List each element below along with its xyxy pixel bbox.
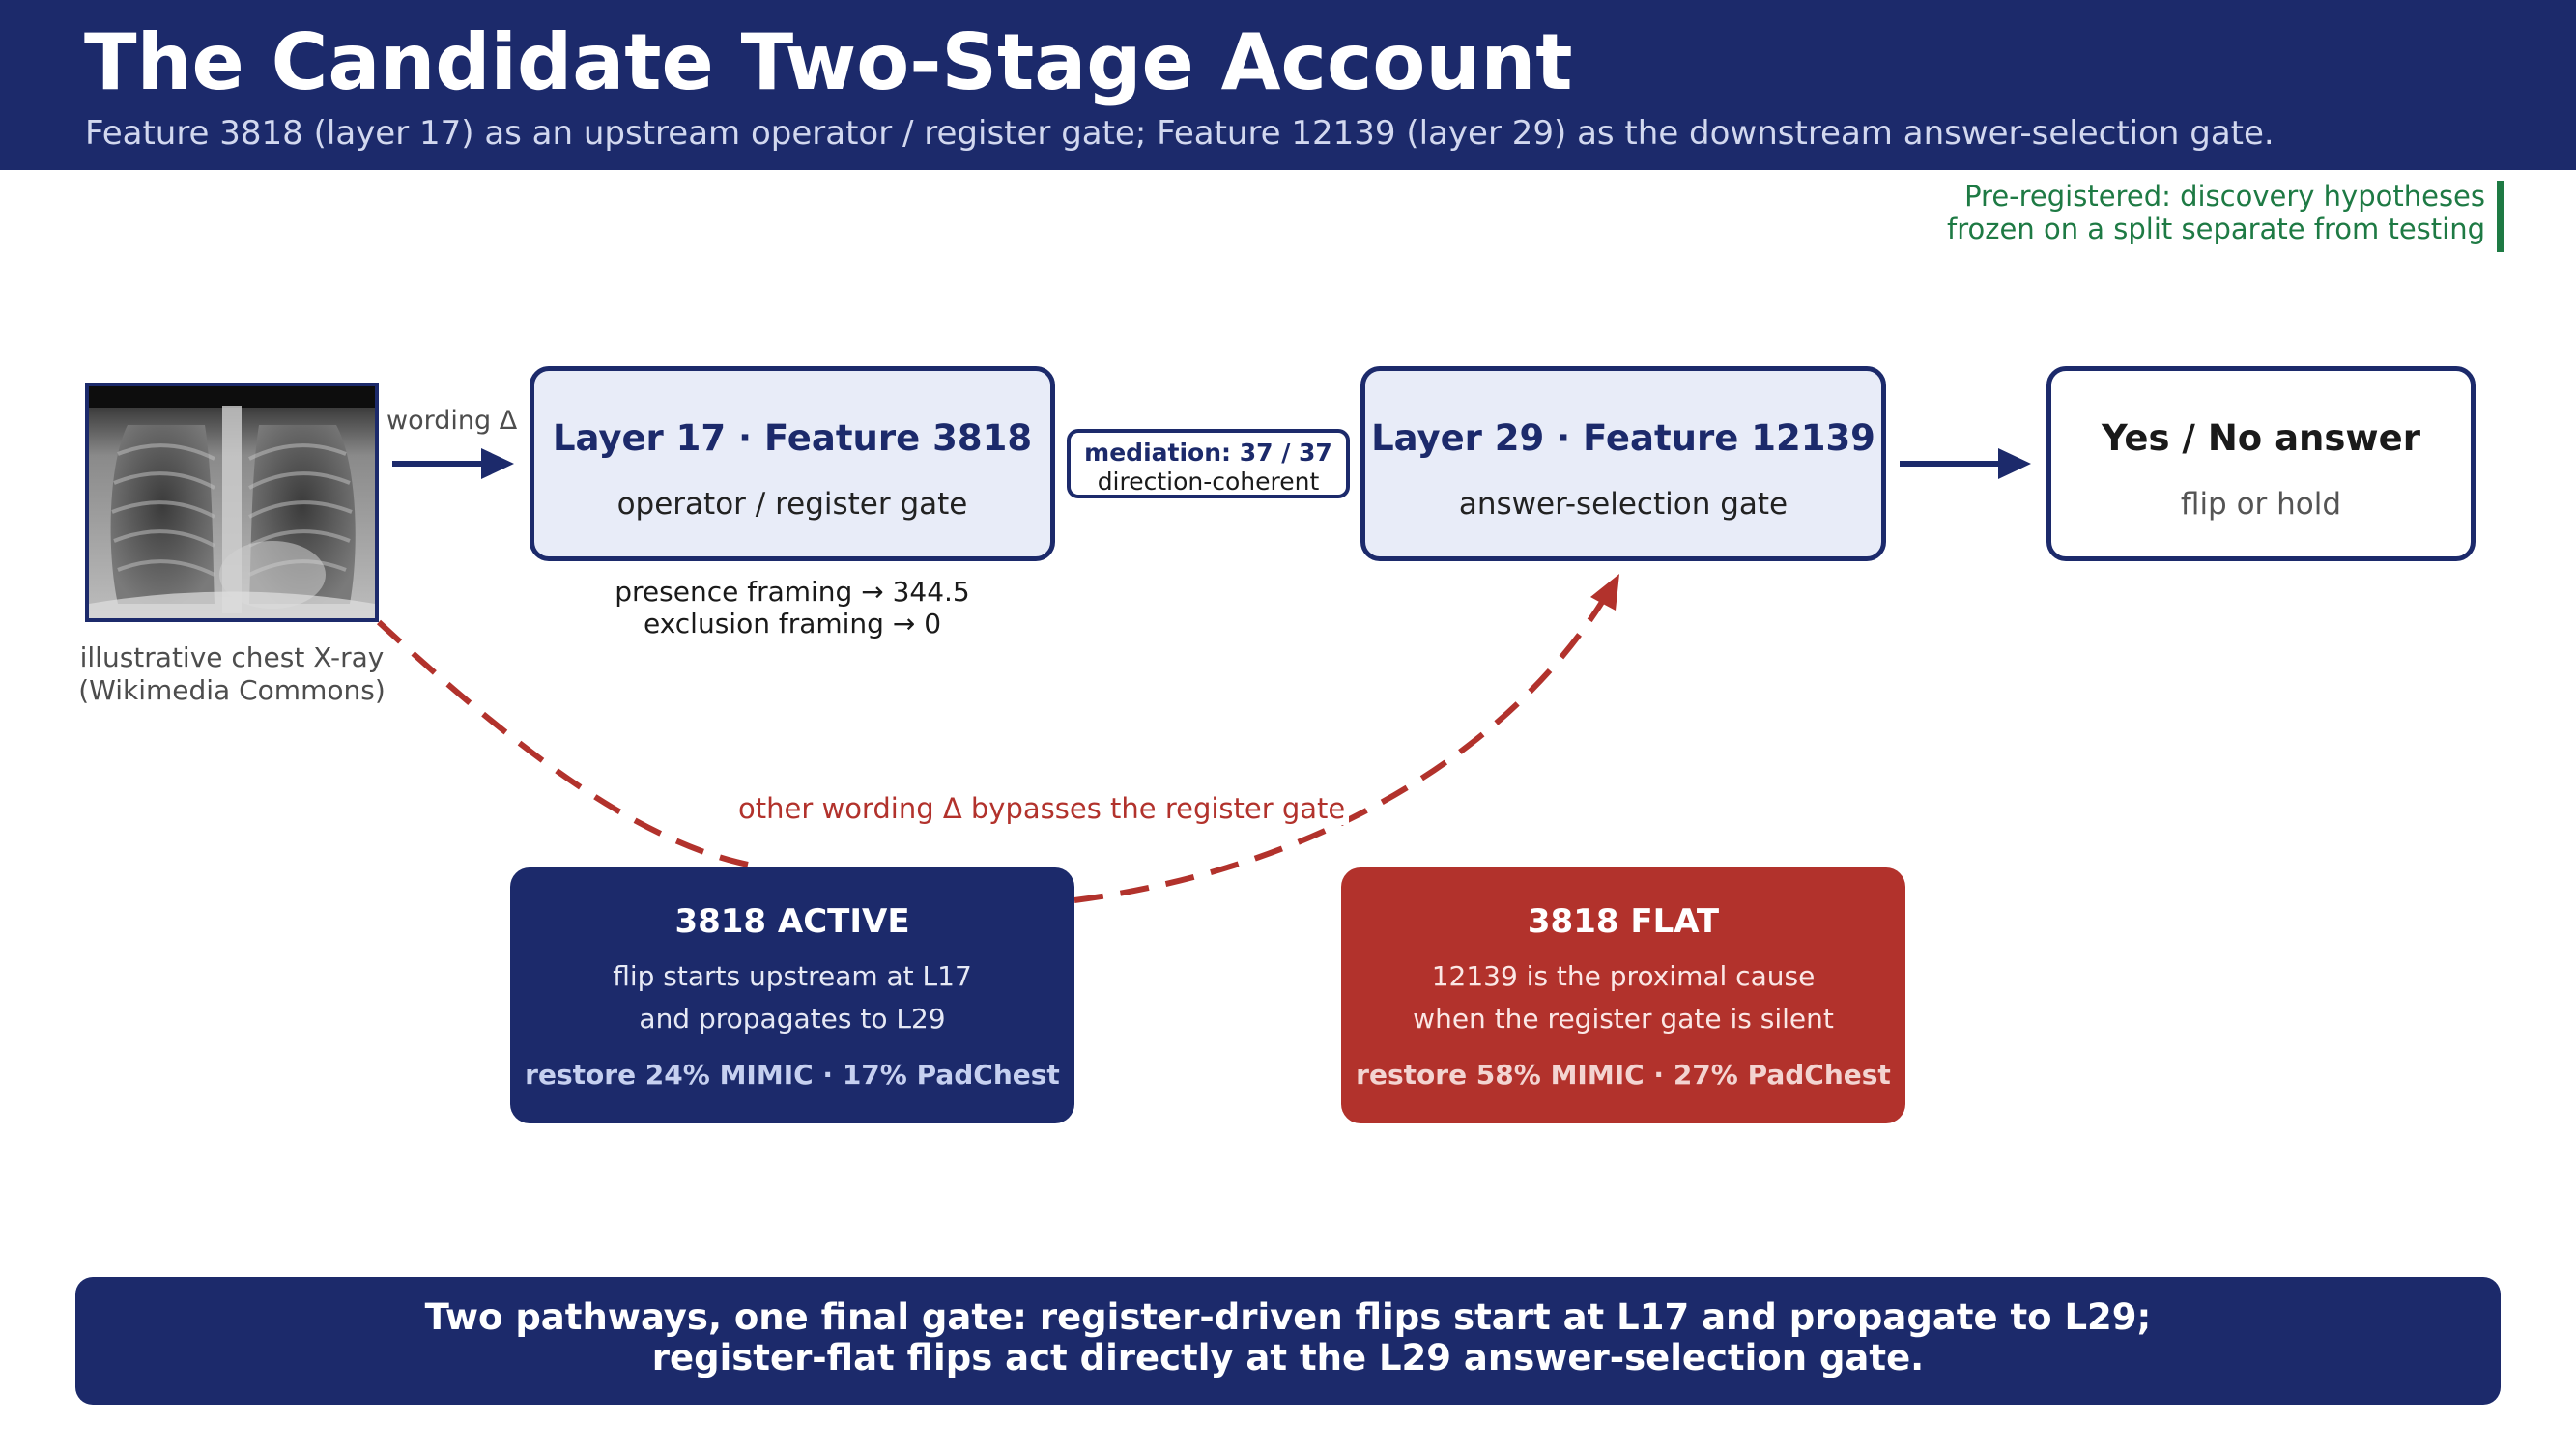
layer17-node-subtitle: operator / register gate: [616, 487, 968, 522]
header-banner: [0, 0, 2576, 170]
active-panel-title: 3818 ACTIVE: [674, 902, 910, 941]
xray-caption-line-2: (Wikimedia Commons): [78, 674, 386, 706]
summary-footer: [75, 1277, 2501, 1405]
chest-xray-image: [85, 383, 379, 622]
right-arrow-icon: [1900, 448, 2031, 479]
layer17-feature-node: [530, 366, 1055, 561]
bypass-label: other wording Δ bypasses the register gate: [734, 792, 1349, 825]
active-pathway-panel: [510, 867, 1074, 1123]
flat-panel-restore: restore 58% MIMIC · 27% PadChest: [1356, 1059, 1891, 1091]
page-subtitle: Feature 3818 (layer 17) as an upstream operator / register gate; Feature 12139 (layer 29) as the downstream answer-selection gate.: [85, 114, 2275, 153]
flat-panel-line-2: when the register gate is silent: [1413, 1003, 1834, 1035]
xray-caption-line-1: illustrative chest X-ray: [79, 641, 385, 673]
mediation-title: mediation: 37 / 37: [1084, 439, 1332, 467]
exclusion-framing-note: exclusion framing → 0: [643, 608, 942, 639]
presence-framing-note: presence framing → 344.5: [615, 576, 970, 608]
answer-node-subtitle: flip or hold: [2180, 487, 2342, 522]
xray-caption: [58, 641, 406, 707]
mediation-subtitle: direction-coherent: [1097, 468, 1320, 496]
preregistration-line-1: Pre-registered: discovery hypotheses: [1964, 180, 2485, 213]
flat-panel-line-1: 12139 is the proximal cause: [1431, 960, 1816, 992]
layer29-node-subtitle: answer-selection gate: [1458, 487, 1789, 522]
answer-node-title: Yes / No answer: [2102, 417, 2420, 459]
preregistration-accent-bar: [2497, 181, 2504, 252]
mediation-badge: [1067, 429, 1350, 498]
footer-line-2: register-flat flips act directly at the L29 answer-selection gate.: [651, 1337, 1925, 1378]
wording-delta-label: wording Δ: [386, 406, 518, 436]
answer-node: [2046, 366, 2476, 561]
flat-pathway-panel: [1341, 867, 1905, 1123]
preregistration-line-2: frozen on a split separate from testing: [1947, 213, 2485, 245]
flat-panel-title: 3818 FLAT: [1527, 902, 1720, 941]
active-panel-restore: restore 24% MIMIC · 17% PadChest: [525, 1059, 1060, 1091]
layer29-node-title: Layer 29 · Feature 12139: [1371, 417, 1875, 459]
page-title: The Candidate Two-Stage Account: [84, 17, 1573, 107]
preregistration-note: [1947, 180, 2485, 245]
layer29-feature-node: [1360, 366, 1886, 561]
right-arrow-icon: [392, 448, 514, 479]
active-panel-line-1: flip starts upstream at L17: [613, 960, 972, 992]
layer17-node-title: Layer 17 · Feature 3818: [552, 417, 1033, 459]
footer-line-1: Two pathways, one final gate: register-driven flips start at L17 and propagate to L29;: [424, 1296, 2152, 1338]
layer17-framing-notes: [530, 576, 1055, 639]
active-panel-line-2: and propagates to L29: [639, 1003, 946, 1035]
